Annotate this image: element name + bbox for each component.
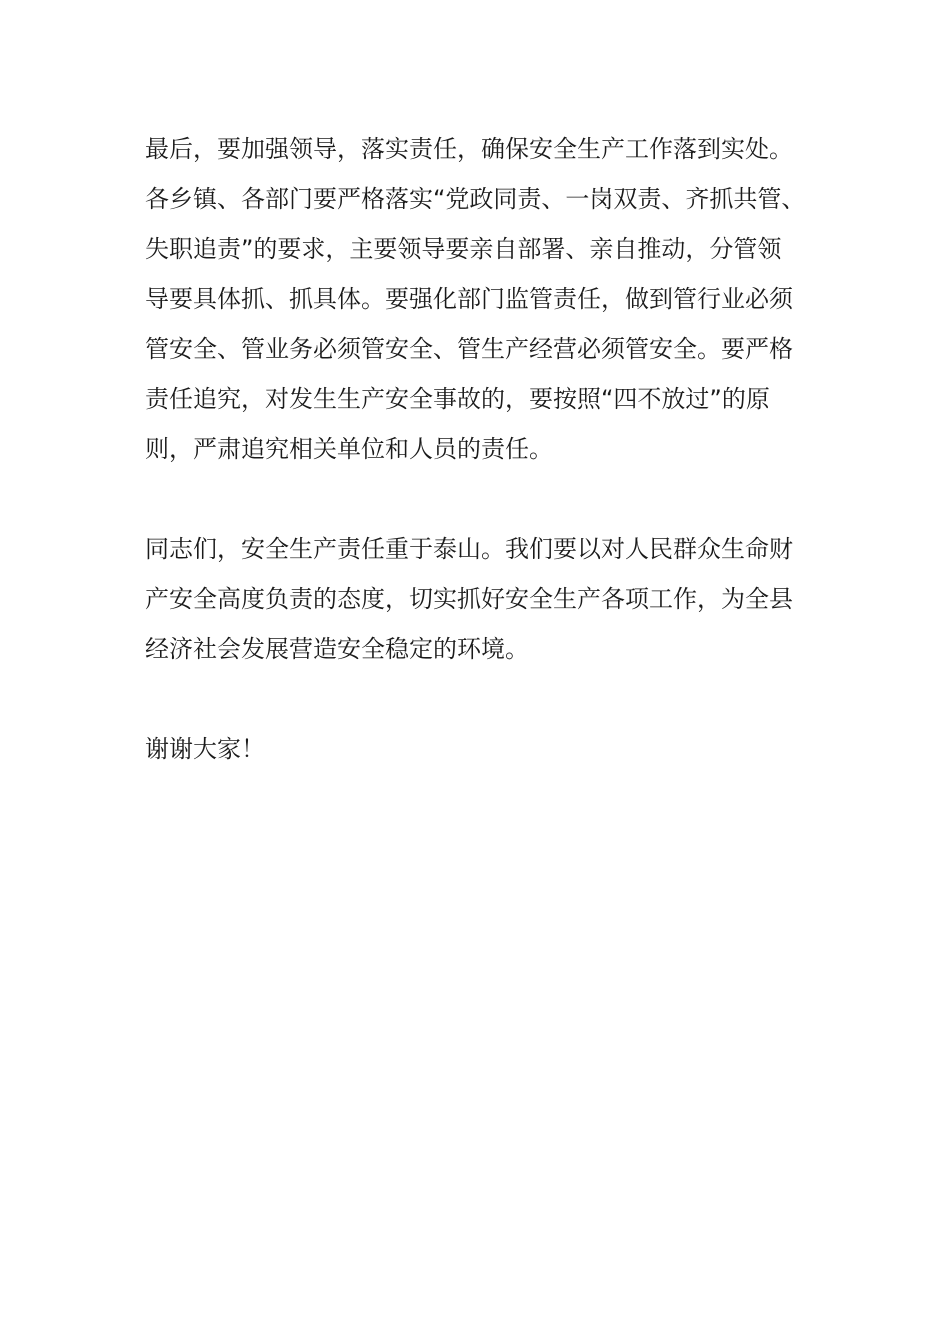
text-line: 经济社会发展营造安全稳定的环境。 [145,635,529,663]
text-line: 产安全高度负责的态度，切实抓好安全生产各项工作，为全县 [145,585,793,613]
text-line: 同志们，安全生产责任重于泰山。我们要以对人民群众生命财 [145,535,793,563]
text-line: 导要具体抓、抓具体。要强化部门监管责任，做到管行业必须 [145,285,793,313]
text-line: 则，严肃追究相关单位和人员的责任。 [145,435,553,463]
text-line: 责任追究，对发生生产安全事故的，要按照“四不放过”的原 [145,385,770,413]
paragraph-thanks [145,724,825,774]
text-line: 谢谢大家！ [145,735,265,763]
paragraph-conclusion [145,524,825,674]
text-line: 管安全、管业务必须管安全、管生产经营必须管安全。要严格 [145,335,793,363]
text-line: 最后，要加强领导，落实责任，确保安全生产工作落到实处。 [145,135,793,163]
document-body [145,124,825,774]
paragraph-leadership [145,124,825,474]
text-line: 失职追责”的要求，主要领导要亲自部署、亲自推动，分管领 [145,235,782,263]
text-line: 各乡镇、各部门要严格落实“党政同责、一岗双责、齐抓共管、 [145,185,806,213]
